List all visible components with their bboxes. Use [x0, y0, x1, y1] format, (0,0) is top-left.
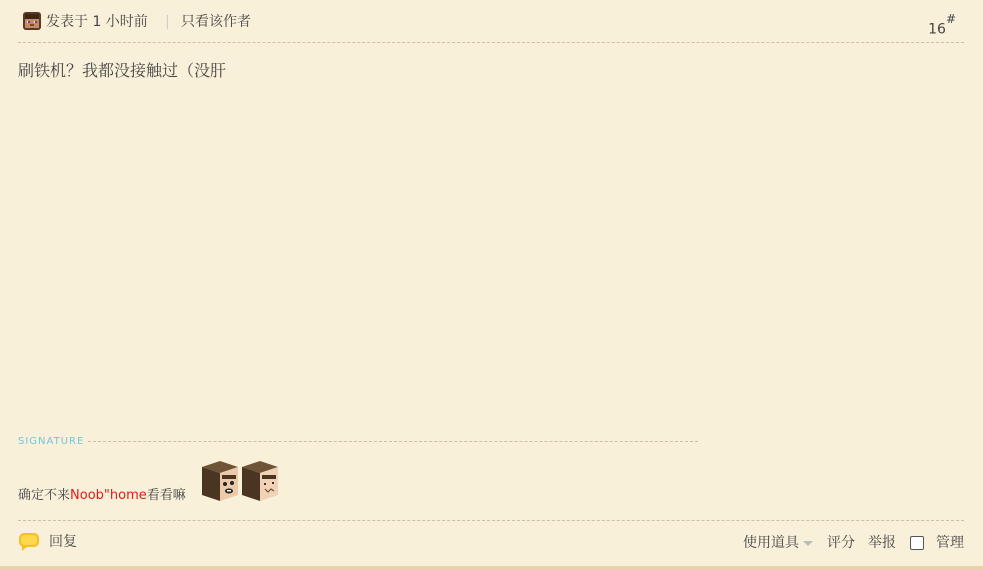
use-tools-label: 使用道具 [743, 535, 799, 551]
steve-shock-face-icon [200, 461, 240, 501]
manage-checkbox[interactable] [910, 536, 924, 550]
reply-button[interactable] [18, 532, 77, 552]
signature-divider [18, 433, 698, 449]
floor-number[interactable] [928, 14, 956, 40]
signature-dashed-line [88, 441, 698, 442]
reply-label: 回复 [49, 534, 77, 550]
only-author-link[interactable]: 只看该作者 [181, 14, 251, 30]
chevron-down-icon [803, 541, 813, 546]
signature-text-before: 确定不来 [18, 488, 71, 503]
signature-text [18, 486, 186, 506]
post-header [18, 0, 964, 43]
use-tools-dropdown[interactable] [743, 533, 827, 553]
floor-number-suffix: # [945, 12, 956, 26]
header-separator: | [165, 14, 170, 30]
post-content: 刷铁机？我都没接触过（没肝 [18, 61, 227, 80]
author-avatar-icon[interactable] [23, 12, 41, 30]
rate-link[interactable]: 评分 [827, 535, 855, 551]
manage-label[interactable]: 管理 [936, 535, 964, 551]
posted-time: 发表于 1 小时前 [46, 14, 148, 30]
speech-bubble-icon [18, 532, 40, 552]
signature-title: SIGNATURE [18, 435, 85, 447]
bottom-border [0, 566, 983, 570]
report-link[interactable]: 举报 [868, 535, 896, 551]
steve-smile-face-icon [240, 461, 280, 501]
floor-number-value: 16 [928, 21, 946, 38]
signature-link[interactable]: Noob"home [70, 488, 147, 503]
footer-divider [18, 520, 964, 521]
post-actions [743, 533, 964, 553]
signature-text-after: 看看嘛 [146, 488, 186, 503]
